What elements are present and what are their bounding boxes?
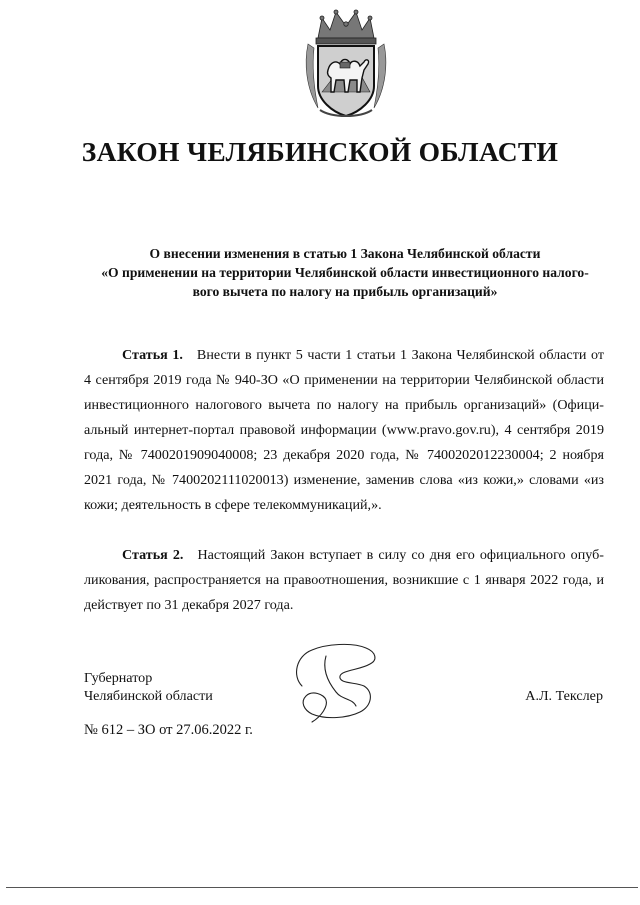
article-first-line <box>84 343 604 368</box>
article-text-line: действует по 31 декабря 2027 года. <box>84 597 294 613</box>
document-type-title: ЗАКОН ЧЕЛЯБИНСКОЙ ОБЛАСТИ <box>81 136 559 167</box>
registration-number: № 612 – ЗО от 27.06.2022 г. <box>84 722 253 738</box>
position-line: Челябинской области <box>84 688 213 704</box>
position-line: Губернатор <box>84 670 153 686</box>
article-text-line: 4 сентября 2019 года № 940-ЗО «О применении на территории Челябинской области <box>84 372 604 388</box>
article-2 <box>84 543 604 618</box>
article-text-line: инвестиционного налогового вычета по налогу на прибыль организаций» (Офици- <box>84 397 604 413</box>
signer-name: А.Л. Текслер <box>525 688 603 704</box>
article-first-line <box>84 543 604 568</box>
article-text-line: года, № 7400201909040008; 23 декабря 2020 года, № 7400202012230004; 2 ноября <box>84 447 604 463</box>
article-text: Настоящий Закон вступает в силу со дня его официального опуб- <box>197 547 604 563</box>
article-label: Статья 2. <box>122 547 184 563</box>
article-text: Внести в пункт 5 части 1 статьи 1 Закона Челябинской области от <box>196 347 604 363</box>
law-subject-title <box>70 244 620 301</box>
signatory-position <box>84 669 213 705</box>
page-bottom-rule <box>6 887 638 888</box>
coat-of-arms-icon <box>304 8 388 120</box>
article-text-line: альный интернет-портал правовой информации (www.pravo.gov.ru), 4 сентября 2019 <box>84 422 604 438</box>
subject-line: вого вычета по налогу на прибыль организаций» <box>192 284 498 299</box>
article-label: Статья 1. <box>122 347 183 363</box>
article-1 <box>84 343 604 518</box>
handwritten-signature <box>282 636 392 726</box>
article-text-line: 2021 года, № 7400202111020013) изменение, заменив слова «из кожи,» словами «из <box>84 472 604 488</box>
subject-line: О внесении изменения в статью 1 Закона Челябинской области <box>149 246 541 261</box>
article-text-line: ликования, распространяется на правоотношения, возникшие с 1 января 2022 года, и <box>84 572 604 588</box>
article-text-line: кожи; деятельность в сфере телекоммуникаций,». <box>84 497 382 513</box>
subject-line: «О применении на территории Челябинской области инвестиционного налого- <box>101 265 589 280</box>
